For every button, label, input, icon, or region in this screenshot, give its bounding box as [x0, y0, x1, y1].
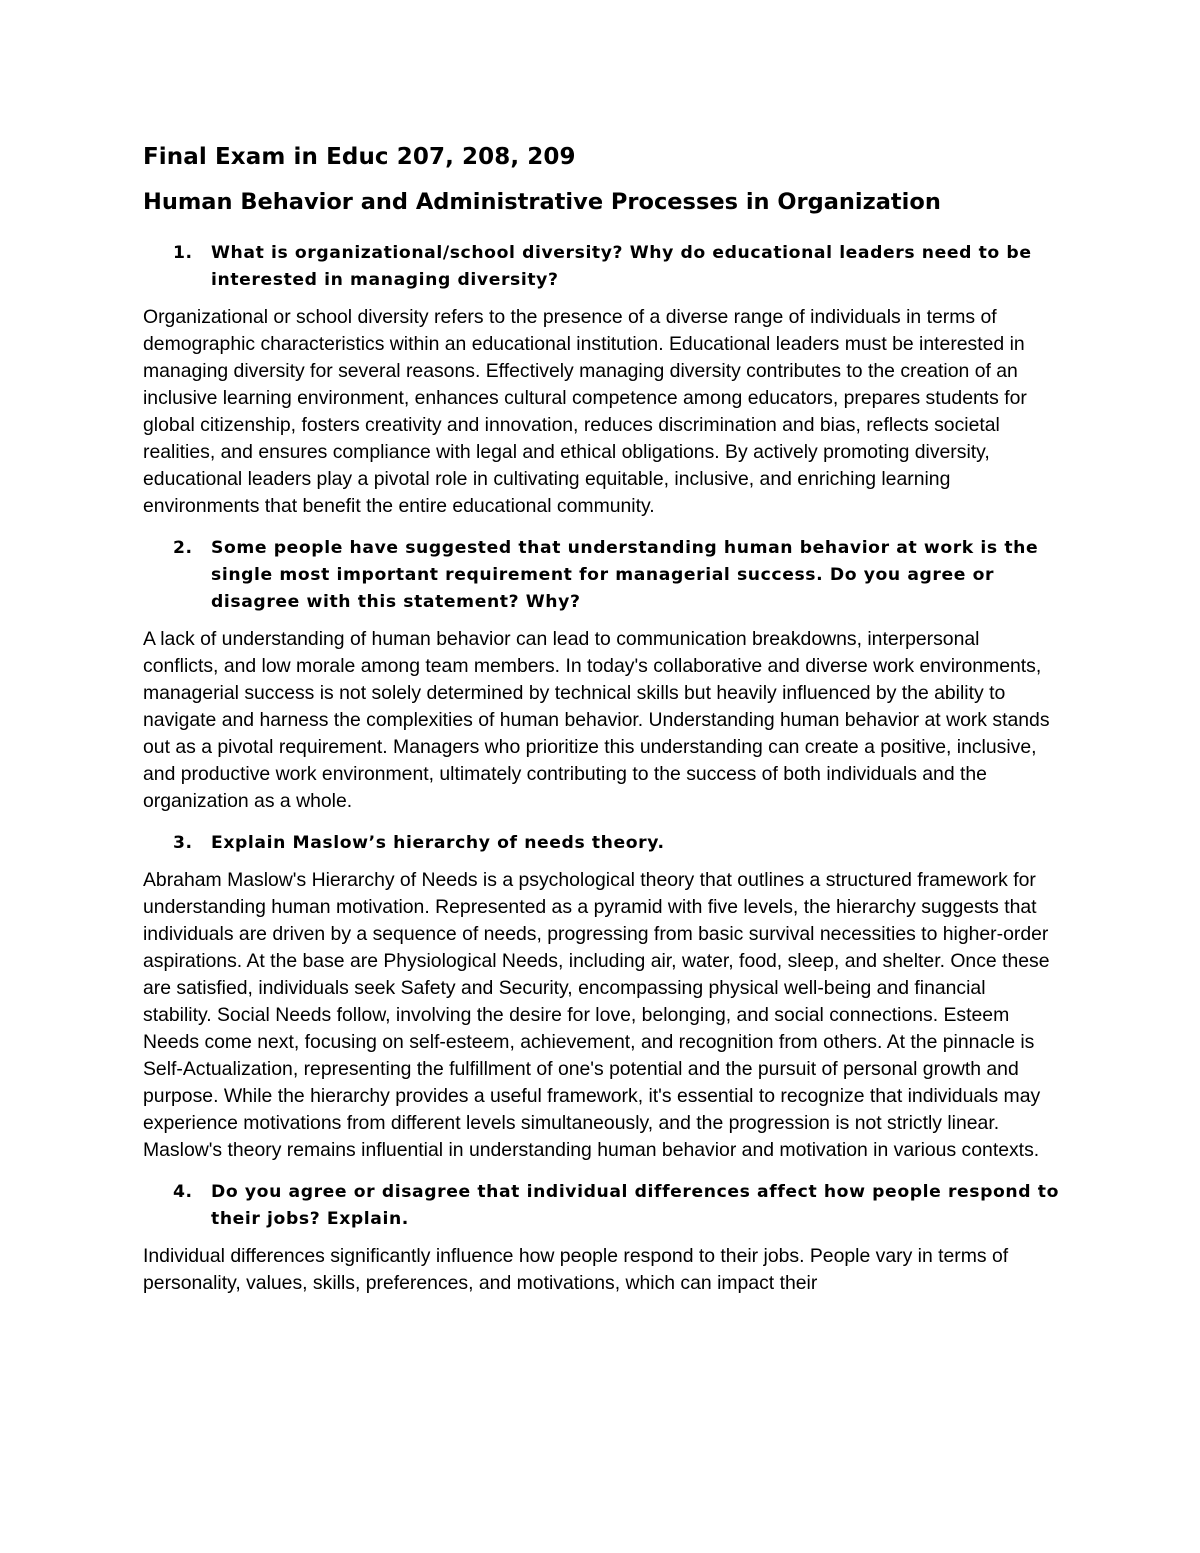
question-text: Explain Maslow’s hierarchy of needs theory. — [211, 833, 665, 853]
question-2 — [143, 535, 1063, 616]
question-3 — [143, 830, 1063, 857]
question-1 — [143, 240, 1063, 294]
question-text: Some people have suggested that understanding human behavior at work is the single most important requirement for managerial success. Do you agree or disagree with this statement? Why? — [211, 538, 1039, 612]
question-number: 3. — [173, 833, 193, 853]
question-number: 2. — [173, 538, 193, 558]
document-body — [143, 141, 1063, 1312]
question-number: 1. — [173, 243, 193, 263]
answer-2: A lack of understanding of human behavior can lead to communication breakdowns, interpersonal conflicts, and low morale among team members. In today's collaborative and diverse work environments, managerial success is not solely determined by technical skills but heavily influenced by the ability to navigate and harness the complexities of human behavior. Understanding human behavior at work stands out as a pivotal requirement. Managers who prioritize this understanding can create a positive, inclusive, and productive work environment, ultimately contributing to the success of both individuals and the organization as a whole. — [143, 628, 1050, 812]
question-text: Do you agree or disagree that individual differences affect how people respond to their jobs? Explain. — [211, 1182, 1059, 1229]
question-number: 4. — [173, 1182, 193, 1202]
document-title: Final Exam in Educ 207, 208, 209 — [143, 144, 576, 170]
answer-3: Abraham Maslow's Hierarchy of Needs is a psychological theory that outlines a structured framework for understanding human motivation. Represented as a pyramid with five levels, the hierarchy suggests that individuals are driven by a sequence of needs, progressing from basic survival necessities to higher-order aspirations. At the base are Physiological Needs, including air, water, food, sleep, and shelter. Once these are satisfied, individuals seek Safety and Security, encompassing physical well-being and financial stability. Social Needs follow, involving the desire for love, belonging, and social connections. Esteem Needs come next, focusing on self-esteem, achievement, and recognition from others. At the pinnacle is Self-Actualization, representing the fulfillment of one's potential and the pursuit of personal growth and purpose. While the hierarchy provides a useful framework, it's essential to recognize that individuals may experience motivations from different levels simultaneously, and the progression is not strictly linear. Maslow's theory remains influential in understanding human behavior and motivation in various contexts. — [143, 869, 1050, 1161]
answer-1: Organizational or school diversity refers to the presence of a diverse range of individuals in terms of demographic characteristics within an educational institution. Educational leaders must be interested in managing diversity for several reasons. Effectively managing diversity contributes to the creation of an inclusive learning environment, enhances cultural competence among educators, prepares students for global citizenship, fosters creativity and innovation, reduces discrimination and bias, reflects societal realities, and ensures compliance with legal and ethical obligations. By actively promoting diversity, educational leaders play a pivotal role in cultivating equitable, inclusive, and enriching learning environments that benefit the entire educational community. — [143, 306, 1027, 517]
question-4 — [143, 1179, 1063, 1233]
document-subtitle: Human Behavior and Administrative Processes in Organization — [143, 189, 941, 215]
answer-4: Individual differences significantly influence how people respond to their jobs. People vary in terms of personality, values, skills, preferences, and motivations, which can impact their — [143, 1245, 1009, 1294]
question-text: What is organizational/school diversity? Why do educational leaders need to be interested in managing diversity? — [211, 243, 1032, 290]
